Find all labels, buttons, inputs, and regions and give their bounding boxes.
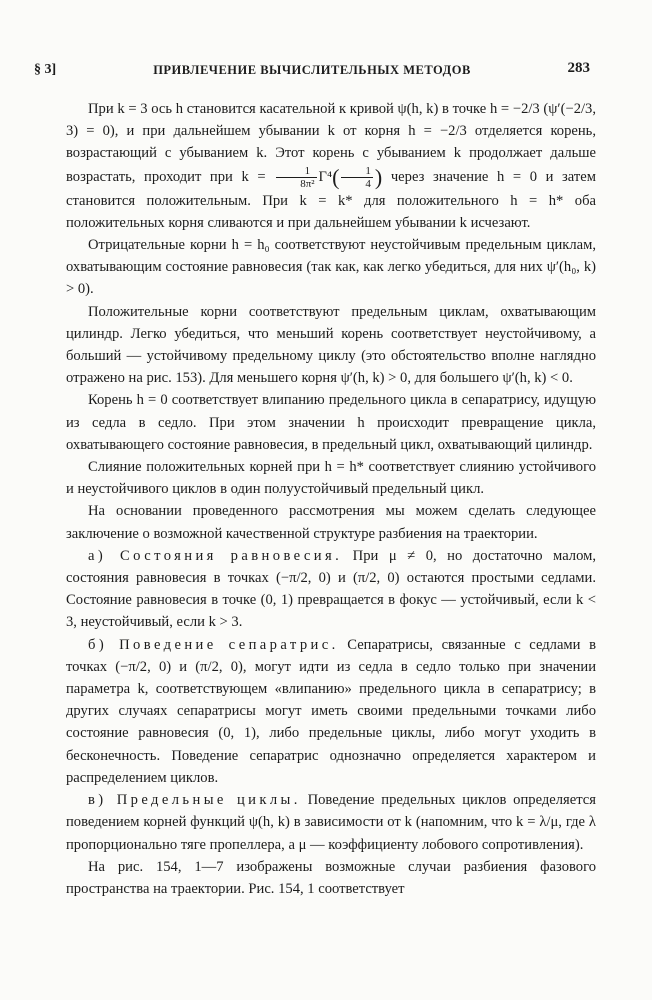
paragraph-text: через значение h = 0 и затем становится положительным. При k = k* для положительного h = h* оба положительных корня сливаются и при дальнейшем убывании k исчезают. bbox=[66, 168, 596, 231]
item-label: а) Состояния равновесия. bbox=[88, 547, 343, 564]
chapter-title: ПРИВЛЕЧЕНИЕ ВЫЧИСЛИТЕЛЬНЫХ МЕТОДОВ bbox=[153, 63, 471, 77]
paragraph-text: При k = 3 ось h становится касательной к кривой ψ(h, k) в точке h = −2/3 (ψ′(−2/3, 3) = 0), и при дальнейшем убывании k от корня h = −2/3 отделяется корень, возрастающий с убыванием k. Этот корень с убыванием k продолжает дальше возрастать, проходит при k = bbox=[66, 101, 596, 185]
page-number: 283 bbox=[567, 60, 590, 76]
item-label: б) Поведение сепаратрис. bbox=[88, 636, 339, 653]
paragraph: Положительные корни соответствуют предельным циклам, охватывающим цилиндр. Легко убедиться, что меньший корень соответствует неустойчивому, а больший — устойчивому предельному циклу (это обстоятельство вполне наглядно отражено на рис. 153). Для меньшего корня ψ′(h, k) > 0, для большего ψ′(h, k) < 0. bbox=[66, 303, 596, 387]
item-text: Поведение предельных циклов определяется поведением корней функций ψ(h, k) в зависимости от k (напомним, что k = λ/μ, где λ пропорционально тяге пропеллера, а μ — коэффициенту лобового сопротивления). bbox=[66, 792, 596, 853]
paragraph-last: На рис. 154, 1—7 изображены возможные случаи разбиения фазового пространства на траектории. Рис. 154, 1 соответствует bbox=[66, 858, 596, 897]
item-label: в) Предельные циклы. bbox=[88, 792, 301, 809]
paragraph: На основании проведенного рассмотрения мы можем сделать следующее заключение о возможной качественной структуре разбиения на траектории. bbox=[66, 503, 596, 542]
item-equilibrium bbox=[66, 545, 596, 634]
paragraph: Отрицательные корни h = h₀ соответствуют неустойчивым предельным циклам, охватывающим состояние равновесия (так как, как легко убедиться, для них ψ′(h₀, k) > 0). bbox=[66, 237, 596, 298]
body-text bbox=[66, 98, 596, 900]
item-limit-cycles bbox=[66, 789, 596, 856]
gamma-function: Γ⁴ bbox=[318, 168, 333, 185]
item-separatrices bbox=[66, 634, 596, 789]
fraction-1-over-8pi2: $\frac{1}{\text{8π²}}$ bbox=[276, 165, 316, 190]
paragraph: Корень h = 0 соответствует влипанию предельного цикла в сепаратрису, идущую из седла в седло. При этом значении h происходит превращение цикла, охватывающего состояние равновесия, в предельный цикл, охватывающий цилиндр. bbox=[66, 392, 596, 453]
paragraph: Слияние положительных корней при h = h* соответствует слиянию устойчивого и неустойчивого циклов в один полуустойчивый предельный цикл. bbox=[66, 459, 596, 498]
item-text: Сепаратрисы, связанные с седлами в точках (−π/2, 0) и (π/2, 0), могут идти из седла в седло только при значении параметра k, соответствующем «влипанию» предельного цикла в сепаратрису; в других случаях сепаратрисы могут иметь своими предельными точками либо состояние равновесия (0, 1), либо предельные циклы, либо могут уходить в бесконечность. Поведение сепаратрис однозначно определяется характером и распределением циклов. bbox=[66, 636, 596, 786]
item-text: При μ ≠ 0, но достаточно малом, состояния равновесия в точках (−π/2, 0) и (π/2, 0) остаются простыми седлами. Состояние равновесия в точке (0, 1) превращается в фокус — устойчивый, если k < 3, неустойчивый, если k > 3. bbox=[66, 547, 596, 631]
section-mark: § 3] bbox=[34, 62, 57, 77]
fraction-1-over-4: $\frac{1}{4}$ bbox=[341, 165, 373, 190]
paragraph-roots: При k = 3 ось h становится касательной к кривой ψ(h, k) в точке h = −2/3 (ψ′(−2/3, 3) = 0), и при дальнейшем убывании k от корня h = −2/3 отделяется корень, возрастающий с убыванием k. Этот корень с убыванием k продолжает дальше возрастать, проходит при k = $\frac{1}{\text{8π²}}$ Γ⁴( $\frac{1}{4}$ ) через значение h = 0 и затем становится положительным. При k = k* для положительного h = h* оба положительных корня сливаются и при дальнейшем убывании k исчезают. bbox=[66, 101, 596, 231]
